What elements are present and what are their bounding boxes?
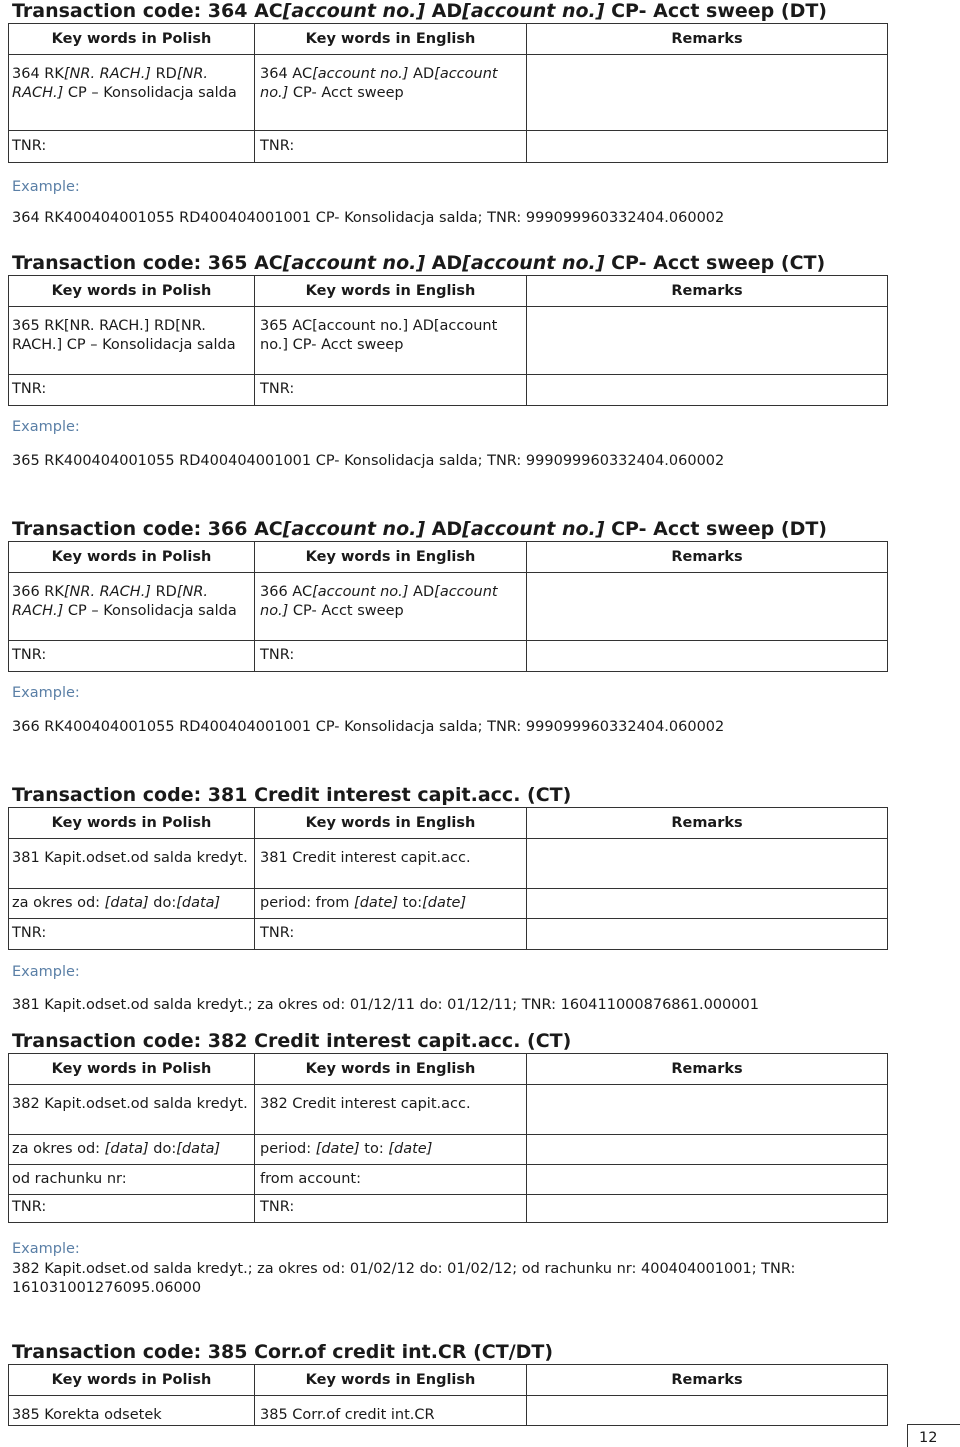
header-english: Key words in English [255, 1365, 527, 1396]
example-text: 366 RK400404001055 RD400404001001 CP- Konsolidacja salda; TNR: 999099960332404.060002 [12, 719, 725, 735]
example-label: Example: [12, 419, 80, 435]
header-english: Key words in English [255, 542, 527, 573]
table-header-row [9, 1054, 888, 1085]
text-part: do: [148, 895, 177, 911]
table-row [9, 55, 888, 131]
table-row [9, 1085, 888, 1135]
text-part: CP – Konsolidacja salda [63, 85, 237, 101]
header-polish: Key words in Polish [9, 276, 255, 307]
keywords-table [8, 275, 888, 406]
remarks-cell [527, 1195, 888, 1223]
polish-keyword [9, 573, 255, 641]
english-keyword: 365 AC[account no.] AD[account no.] CP- Acct sweep [255, 307, 527, 375]
text-part: za okres od: [12, 1141, 105, 1157]
header-remarks: Remarks [527, 24, 888, 55]
title-part: [account no.] [462, 518, 605, 540]
section-title [12, 517, 827, 541]
example-label: Example: [12, 685, 80, 701]
text-part: CP- Acct sweep [288, 603, 404, 619]
text-part: to: [398, 895, 423, 911]
title-part: [account no.] [462, 252, 605, 274]
tnr-label: TNR: [9, 375, 255, 406]
text-part: [date] [315, 1141, 360, 1157]
keywords-table [8, 1364, 888, 1426]
example-text: 364 RK400404001055 RD400404001001 CP- Konsolidacja salda; TNR: 999099960332404.060002 [12, 210, 725, 226]
text-part: [account no.] [260, 584, 498, 619]
keywords-table [8, 1053, 888, 1223]
text-part: [date] [422, 895, 467, 911]
remarks-cell [527, 889, 888, 919]
text-part: period: from [260, 895, 355, 911]
title-part: CP- Acct sweep (DT) [604, 518, 827, 540]
title-part: CP- Acct sweep (DT) [604, 0, 827, 22]
text-part: [data] [176, 895, 221, 911]
example-label: Example: [12, 964, 80, 980]
text-part: do: [148, 1141, 177, 1157]
header-remarks: Remarks [527, 808, 888, 839]
table-row-period [9, 1135, 888, 1165]
text-part: 366 AC [260, 584, 313, 600]
tnr-label: TNR: [9, 1195, 255, 1223]
section-title [12, 251, 825, 275]
remarks-cell [527, 55, 888, 131]
keywords-table [8, 807, 888, 950]
title-part: [account no.] [282, 252, 426, 274]
english-account: from account: [255, 1165, 527, 1195]
table-row-tnr [9, 1195, 888, 1223]
header-remarks: Remarks [527, 1365, 888, 1396]
example-label: Example: [12, 1241, 80, 1257]
title-part: AD [425, 518, 463, 540]
table-row-tnr [9, 131, 888, 163]
header-english: Key words in English [255, 276, 527, 307]
polish-account: od rachunku nr: [9, 1165, 255, 1195]
header-polish: Key words in Polish [9, 542, 255, 573]
text-part: [data] [176, 1141, 221, 1157]
table-row-period [9, 889, 888, 919]
text-part: AD [408, 584, 435, 600]
example-label: Example: [12, 179, 80, 195]
tnr-label: TNR: [255, 131, 527, 163]
text-part: to: [359, 1141, 389, 1157]
text-part: period: [260, 1141, 316, 1157]
polish-keyword [9, 55, 255, 131]
tnr-label: TNR: [9, 641, 255, 672]
text-part: [NR. RACH.] [12, 66, 209, 101]
remarks-cell [527, 1135, 888, 1165]
remarks-cell [527, 1396, 888, 1426]
header-remarks: Remarks [527, 1054, 888, 1085]
remarks-cell [527, 641, 888, 672]
table-row [9, 573, 888, 641]
example-text-line1: 382 Kapit.odset.od salda kredyt.; za okres od: 01/02/12 do: 01/02/12; od rachunku nr: 400404001001; TNR: [12, 1261, 796, 1277]
text-part: [NR. RACH.] [12, 584, 209, 619]
table-header-row [9, 808, 888, 839]
page-number: 12 [919, 1430, 938, 1446]
example-text: 365 RK400404001055 RD400404001001 CP- Konsolidacja salda; TNR: 999099960332404.060002 [12, 453, 725, 469]
table-header-row [9, 1365, 888, 1396]
text-part: RD [150, 66, 177, 82]
title-part: Transaction code: 366 AC [12, 518, 283, 540]
text-part: 364 RK [12, 66, 64, 82]
title-part: AD [425, 0, 463, 22]
table-header-row [9, 24, 888, 55]
text-part: za okres od: [12, 895, 105, 911]
table-row-tnr [9, 375, 888, 406]
remarks-cell [527, 375, 888, 406]
text-part: CP – Konsolidacja salda [63, 603, 237, 619]
tnr-label: TNR: [255, 919, 527, 950]
header-polish: Key words in Polish [9, 24, 255, 55]
text-part: [data] [104, 1141, 149, 1157]
section-title [12, 0, 827, 23]
tnr-label: TNR: [255, 375, 527, 406]
table-row [9, 307, 888, 375]
section-title: Transaction code: 381 Credit interest capit.acc. (CT) [12, 784, 572, 806]
polish-keyword: 382 Kapit.odset.od salda kredyt. [9, 1085, 255, 1135]
title-part: CP- Acct sweep (CT) [604, 252, 826, 274]
text-part: CP- Acct sweep [288, 85, 404, 101]
text-part: [NR. RACH.] [63, 66, 151, 82]
example-text-line2: 161031001276095.06000 [12, 1280, 202, 1296]
table-row-tnr [9, 641, 888, 672]
text-part: [date] [388, 1141, 433, 1157]
remarks-cell [527, 1085, 888, 1135]
keywords-table [8, 541, 888, 672]
title-part: [account no.] [282, 0, 426, 22]
text-part: [account no.] [312, 66, 409, 82]
table-row [9, 1396, 888, 1426]
title-part: [account no.] [462, 0, 605, 22]
text-part: [account no.] [260, 66, 498, 101]
polish-keyword: 381 Kapit.odset.od salda kredyt. [9, 839, 255, 889]
section-title: Transaction code: 382 Credit interest capit.acc. (CT) [12, 1030, 572, 1052]
tnr-label: TNR: [9, 919, 255, 950]
header-remarks: Remarks [527, 276, 888, 307]
polish-keyword: 365 RK[NR. RACH.] RD[NR. RACH.] CP – Konsolidacja salda [9, 307, 255, 375]
remarks-cell [527, 307, 888, 375]
text-part: [account no.] [312, 584, 409, 600]
remarks-cell [527, 573, 888, 641]
remarks-cell [527, 839, 888, 889]
tnr-label: TNR: [9, 131, 255, 163]
header-polish: Key words in Polish [9, 1365, 255, 1396]
polish-keyword: 385 Korekta odsetek [9, 1396, 255, 1426]
header-polish: Key words in Polish [9, 808, 255, 839]
header-english: Key words in English [255, 1054, 527, 1085]
section-title: Transaction code: 385 Corr.of credit int.CR (CT/DT) [12, 1341, 554, 1363]
title-part: Transaction code: 364 AC [12, 0, 283, 22]
table-row-tnr [9, 919, 888, 950]
text-part: [date] [354, 895, 399, 911]
text-part: 366 RK [12, 584, 64, 600]
english-period [255, 1135, 527, 1165]
table-header-row [9, 276, 888, 307]
header-english: Key words in English [255, 24, 527, 55]
remarks-cell [527, 919, 888, 950]
header-remarks: Remarks [527, 542, 888, 573]
english-keyword [255, 55, 527, 131]
text-part: RD [150, 584, 177, 600]
keywords-table [8, 23, 888, 163]
remarks-cell [527, 1165, 888, 1195]
table-header-row [9, 542, 888, 573]
text-part: 364 AC [260, 66, 313, 82]
table-row-account [9, 1165, 888, 1195]
header-polish: Key words in Polish [9, 1054, 255, 1085]
english-keyword: 382 Credit interest capit.acc. [255, 1085, 527, 1135]
polish-period [9, 1135, 255, 1165]
table-row [9, 839, 888, 889]
header-english: Key words in English [255, 808, 527, 839]
english-period [255, 889, 527, 919]
title-part: AD [425, 252, 463, 274]
english-keyword: 381 Credit interest capit.acc. [255, 839, 527, 889]
polish-period [9, 889, 255, 919]
english-keyword: 385 Corr.of credit int.CR [255, 1396, 527, 1426]
example-text: 381 Kapit.odset.od salda kredyt.; za okres od: 01/12/11 do: 01/12/11; TNR: 160411000876861.000001 [12, 997, 759, 1013]
tnr-label: TNR: [255, 641, 527, 672]
text-part: [NR. RACH.] [63, 584, 151, 600]
title-part: Transaction code: 365 AC [12, 252, 283, 274]
remarks-cell [527, 131, 888, 163]
title-part: [account no.] [282, 518, 426, 540]
english-keyword [255, 573, 527, 641]
tnr-label: TNR: [255, 1195, 527, 1223]
text-part: AD [408, 66, 435, 82]
text-part: [data] [104, 895, 149, 911]
